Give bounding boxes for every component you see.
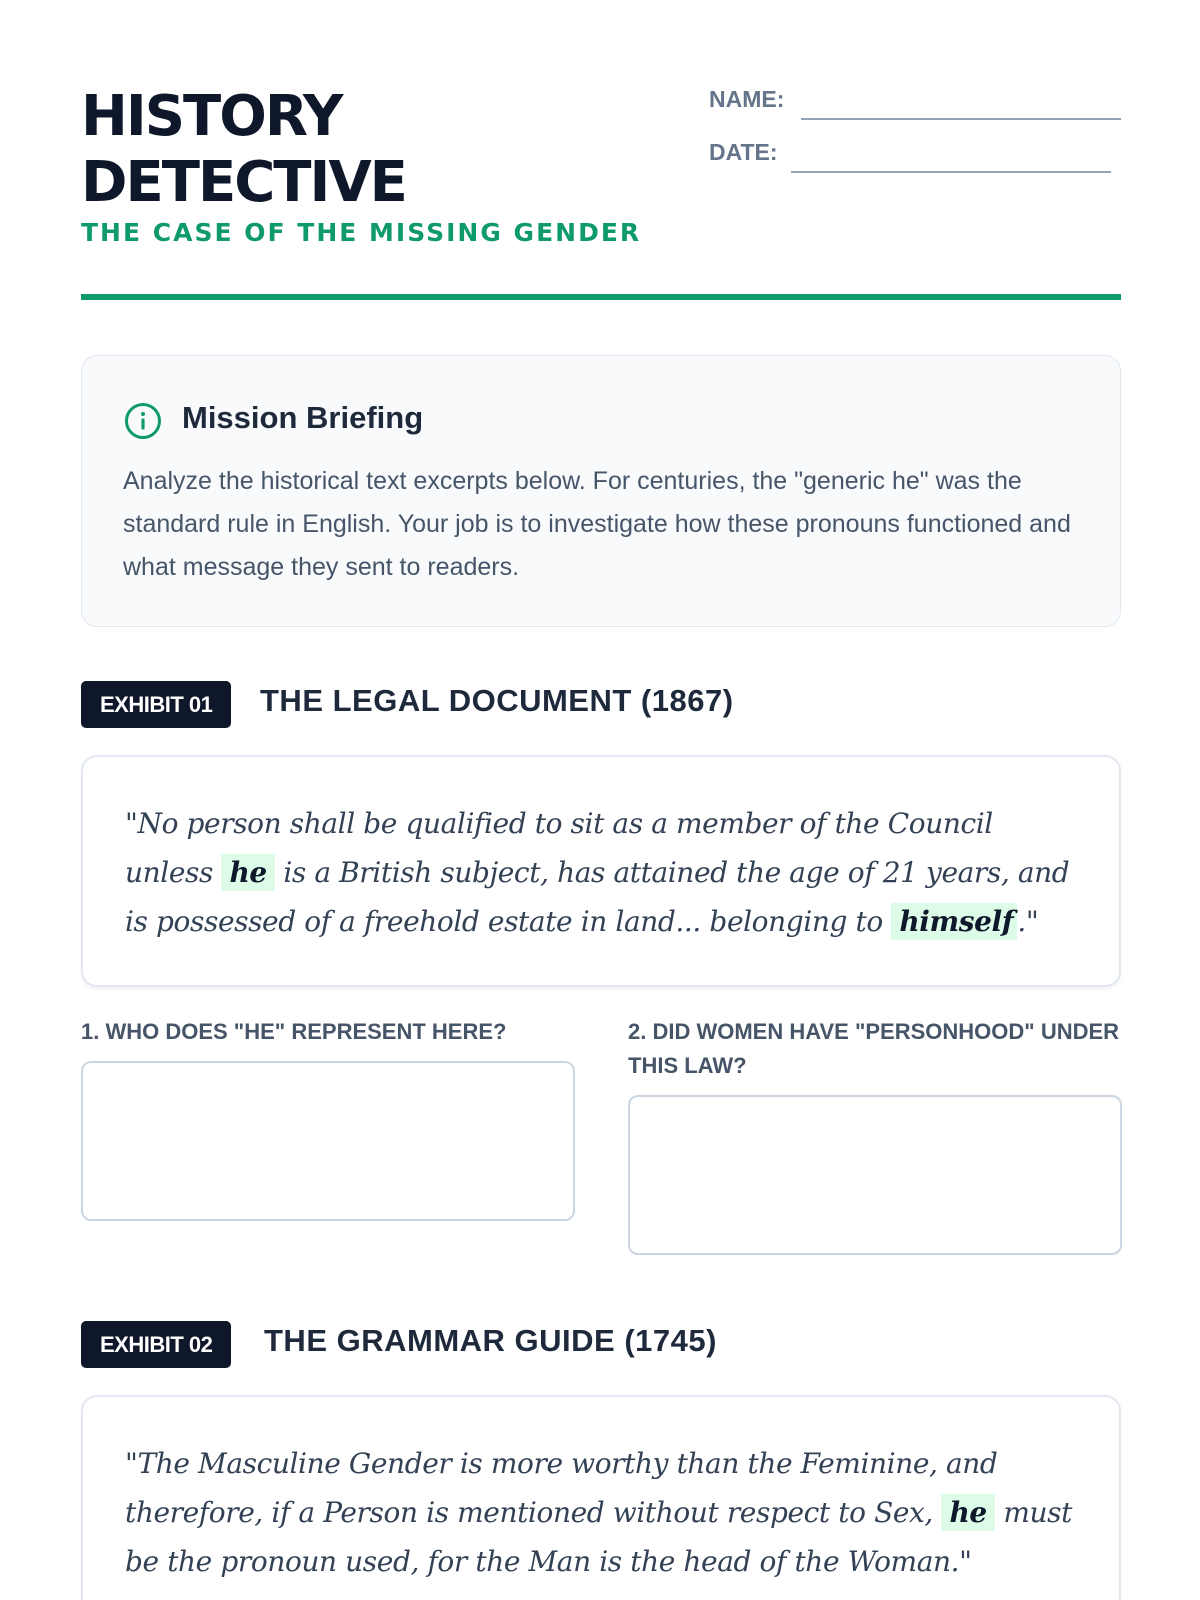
highlight-himself: himself [891,903,1017,940]
quote-text: ." [1017,905,1039,938]
name-field[interactable] [709,84,1121,137]
date-line[interactable] [791,171,1111,173]
exhibit-01-title: THE LEGAL DOCUMENT (1867) [260,683,734,718]
name-label: NAME: [709,86,785,112]
header-divider [81,294,1121,300]
exhibit-02-quote [125,1439,1085,1586]
briefing-title: Mission Briefing [182,400,424,435]
quote-text: "The Masculine Gender is more worthy than the Feminine, and therefore, if a Person is mentioned without respect to Sex, [125,1447,998,1529]
question-2-answer-box[interactable] [628,1095,1122,1255]
quote-text: must be the pronoun used, for the Man is the head of the Woman." [125,1496,1072,1578]
exhibit-02-badge: EXHIBIT 02 [81,1321,231,1368]
question-2-label: 2. DID WOMEN HAVE "PERSONHOOD" UNDER THIS LAW? [628,1019,1120,1078]
mission-briefing-card [81,355,1121,627]
exhibit-01-quote-card [81,755,1121,987]
date-field[interactable] [709,137,1121,190]
page-title [81,84,406,216]
info-icon [124,402,162,440]
question-1 [81,1015,575,1049]
exhibit-02-title: THE GRAMMAR GUIDE (1745) [264,1323,717,1358]
exhibit-01-quote [125,799,1085,946]
highlight-he: he [221,854,274,891]
question-1-answer-box[interactable] [81,1061,575,1221]
quote-text: is a British subject, has attained the age of 21 years, and is possessed of a freehold estate in land... belonging to [125,856,1070,938]
worksheet-header [81,84,1121,304]
title-line-1: HISTORY [81,84,342,149]
page-subtitle: THE CASE OF THE MISSING GENDER [81,218,642,247]
highlight-he: he [941,1494,994,1531]
worksheet-page [81,0,1121,1600]
exhibit-01-badge: EXHIBIT 01 [81,681,231,728]
name-line[interactable] [801,118,1121,120]
briefing-text: Analyze the historical text excerpts below. For centuries, the "generic he" was the standard rule in English. Your job is to investigate how these pronouns functioned and what message they sent to readers. [123,467,1071,581]
exhibit-02-quote-card [81,1395,1121,1600]
question-1-label: 1. WHO DOES "HE" REPRESENT HERE? [81,1019,507,1044]
student-info-fields [709,84,1121,190]
quote-text: "No person shall be qualified to sit as a member of the Council unless [125,807,993,889]
date-label: DATE: [709,139,778,165]
question-2 [628,1015,1122,1083]
title-line-2: DETECTIVE [81,150,406,215]
